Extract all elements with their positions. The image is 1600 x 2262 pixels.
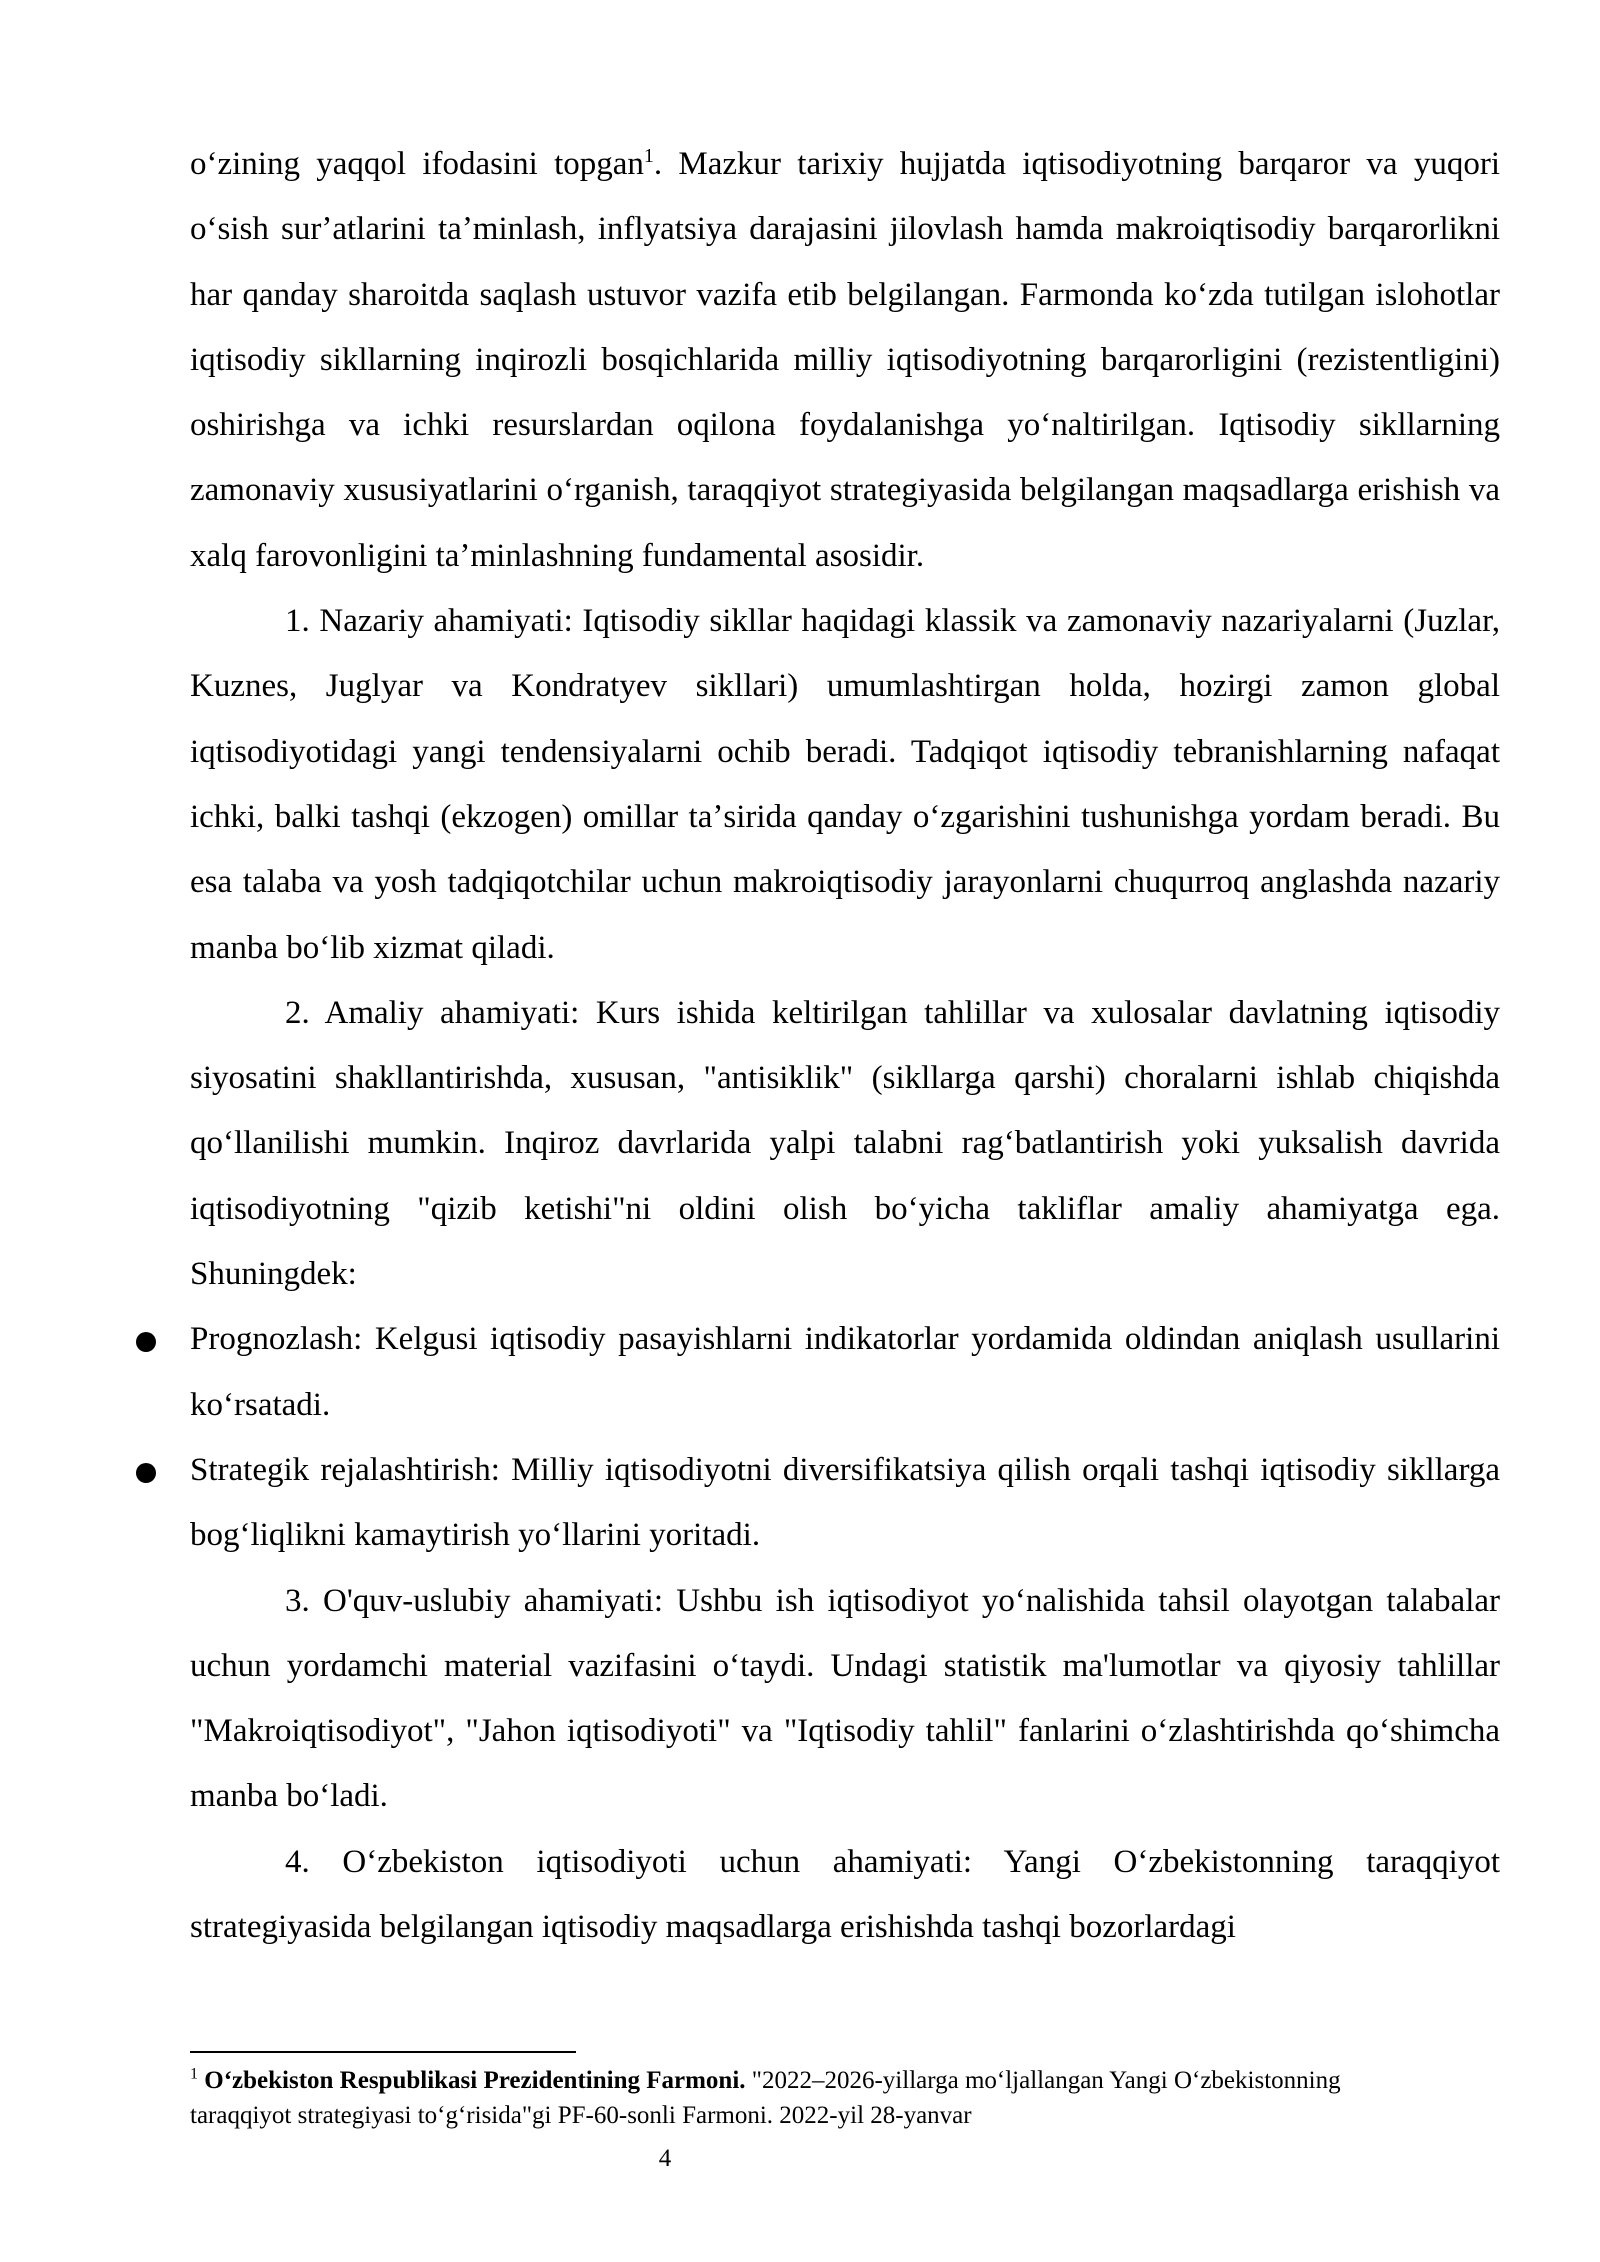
paragraph-intro-start: oʻzining yaqqol ifodasini topgan <box>190 146 644 182</box>
bullet-text-forecasting: Prognozlash: Kelgusi iqtisodiy pasayishlarni indikatorlar yordamida oldindan aniqlash usullarini koʻrsatadi. <box>190 1321 1500 1423</box>
paragraph-educational: 3. O'quv-uslubiy ahamiyati: Ushbu ish iqtisodiyot yoʻnalishida tahsil olayotgan talabalar uchun yordamchi material vazifasini oʻtaydi. Undagi statistik ma'lumotlar va qiyosiy tahlillar "Makroiqtisodiyot", "Jahon iqtisodiyoti" va "Iqtisodiy tahlil" fanlarini oʻzlashtirishda qoʻshimcha manba boʻladi. <box>190 1582 1500 1815</box>
body-text <box>190 132 1500 1960</box>
bullet-icon <box>136 1332 156 1352</box>
list-item-forecasting <box>190 1307 1500 1438</box>
paragraph-uzbekistan: 4. Oʻzbekiston iqtisodiyoti uchun ahamiyati: Yangi Oʻzbekistonning taraqqiyot strategiyasida belgilangan iqtisodiy maqsadlarga erishishda tashqi bozorlardagi <box>190 1843 1500 1946</box>
bullet-text-strategic: Strategik rejalashtirish: Milliy iqtisodiyotni diversifikatsiya qilish orqali tashqi iqtisodiy sikllarga bogʻliqlikni kamaytirish yoʻllarini yoritadi. <box>190 1451 1500 1554</box>
paragraph-practical: 2. Amaliy ahamiyati: Kurs ishida keltirilgan tahlillar va xulosalar davlatning iqtisodiy siyosatini shakllantirishda, xususan, "antisiklik" (sikllarga qarshi) choralarni ishlab chiqishda qoʻllanilishi mumkin. Inqiroz davrlarida yalpi talabni ragʻbatlantirish yoki yuksalish davrida iqtisodiyotning "qizib ketishi"ni oldini olish boʻyicha takliflar amaliy ahamiyatga ega. Shuningdek: <box>190 994 1500 1293</box>
paragraph-theoretical: 1. Nazariy ahamiyati: Iqtisodiy sikllar haqidagi klassik va zamonaviy nazariyalarni (Juzlar, Kuznes, Juglyar va Kondratyev sikllari) umumlashtirgan holda, hozirgi zamon global iqtisodiyotidagi yangi tendensiyalarni ochib beradi. Tadqiqot iqtisodiy tebranishlarning nafaqat ichki, balki tashqi (ekzogen) omillar taʼsirida qanday oʻzgarishini tushunishga yordam beradi. Bu esa talaba va yosh tadqiqotchilar uchun makroiqtisodiy jarayonlarni chuqurroq anglashda nazariy manba boʻlib xizmat qiladi. <box>190 603 1500 966</box>
paragraph-intro <box>190 132 1500 589</box>
footnote <box>190 2063 1430 2133</box>
footnote-marker: 1 <box>190 2065 198 2083</box>
footnote-separator <box>190 2051 576 2053</box>
footnote-text: "2022–2026-yillarga moʻljallangan Yangi Oʻzbekistonning taraqqiyot strategiyasi toʻgʻrisida"gi PF-60-sonli Farmoni. 2022-yil 28-yanvar <box>190 2067 1341 2129</box>
list-item-strategic <box>190 1438 1500 1569</box>
bullet-icon <box>136 1463 156 1483</box>
footnote-ref[interactable]: 1 <box>643 145 654 167</box>
footnote-bold-source: Oʻzbekiston Respublikasi Prezidentining Farmoni. <box>204 2067 746 2094</box>
paragraph-intro-rest: . Mazkur tarixiy hujjatda iqtisodiyotning barqaror va yuqori oʻsish surʼatlarini taʼminlash, inflyatsiya darajasini jilovlash hamda makroiqtisodiy barqarorlikni har qanday sharoitda saqlash ustuvor vazifa etib belgilangan. Farmonda koʻzda tutilgan islohotlar iqtisodiy sikllarning inqirozli bosqichlarida milliy iqtisodiyotning barqarorligini (rezistentligini) oshirishga va ichki resurslardan oqilona foydalanishga yoʻnaltirilgan. Iqtisodiy sikllarning zamonaviy xususiyatlarini oʻrganish, taraqqiyot strategiyasida belgilangan maqsadlarga erishish va xalq farovonligini taʼminlashning fundamental asosidir. <box>190 146 1500 574</box>
page-number: 4 <box>658 2145 672 2172</box>
